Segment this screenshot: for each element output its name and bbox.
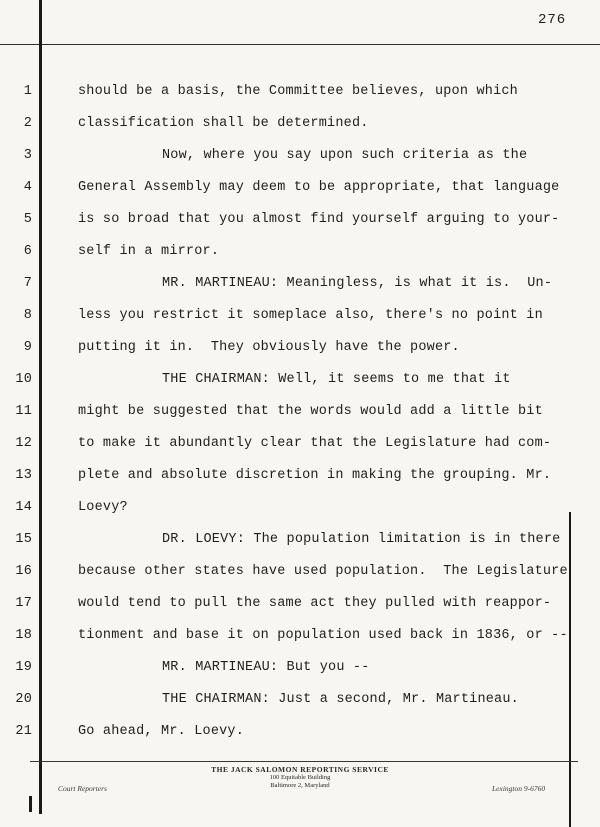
transcript-line: [0, 140, 578, 172]
line-text: Now, where you say upon such criteria as the: [162, 148, 528, 163]
line-number: 10: [15, 372, 32, 387]
line-text: putting it in. They obviously have the power.: [78, 340, 460, 355]
reporting-service-name: THE JACK SALOMON REPORTING SERVICE: [211, 765, 389, 774]
line-text: plete and absolute discretion in making the grouping. Mr.: [78, 468, 552, 483]
transcript-line: [0, 428, 578, 460]
transcript-line: [0, 268, 578, 300]
transcript-line: [0, 524, 578, 556]
line-text: MR. MARTINEAU: But you --: [162, 660, 370, 675]
reporting-service-address-2: Baltimore 2, Maryland: [270, 782, 330, 789]
transcript-line: [0, 684, 578, 716]
transcript-line: [0, 236, 578, 268]
line-number: 15: [15, 532, 32, 547]
line-number: 7: [23, 276, 32, 291]
line-text: General Assembly may deem to be appropriate, that language: [78, 180, 560, 195]
reporting-service-address-1: 100 Equitable Building: [269, 774, 331, 781]
line-number: 5: [23, 212, 32, 227]
transcript-line: [0, 652, 578, 684]
line-number: 16: [15, 564, 32, 579]
line-number: 9: [23, 340, 32, 355]
line-text: THE CHAIRMAN: Just a second, Mr. Martineau.: [162, 692, 519, 707]
transcript-line: [0, 172, 578, 204]
line-number: 14: [15, 500, 32, 515]
line-number: 8: [23, 308, 32, 323]
transcript-line: [0, 76, 578, 108]
line-number: 18: [15, 628, 32, 643]
line-text: MR. MARTINEAU: Meaningless, is what it is. Un-: [162, 276, 553, 291]
transcript-line: [0, 204, 578, 236]
line-number: 3: [23, 148, 32, 163]
line-text: less you restrict it someplace also, there's no point in: [78, 308, 543, 323]
line-number: 21: [15, 724, 32, 739]
transcript-line: [0, 332, 578, 364]
line-text: is so broad that you almost find yourself arguing to your-: [78, 212, 560, 227]
line-number: 11: [15, 404, 32, 419]
transcript-line: [0, 620, 578, 652]
line-text: because other states have used population. The Legislature: [78, 564, 568, 579]
line-number: 4: [23, 180, 32, 195]
line-text: tionment and base it on population used back in 1836, or --: [78, 628, 568, 643]
reporting-service-block: [150, 765, 450, 790]
line-text: should be a basis, the Committee believes, upon which: [78, 84, 518, 99]
line-text: might be suggested that the words would add a little bit: [78, 404, 543, 419]
line-number: 6: [23, 244, 32, 259]
line-number: 20: [15, 692, 32, 707]
line-number: 19: [15, 660, 32, 675]
line-text: THE CHAIRMAN: Well, it seems to me that it: [162, 372, 511, 387]
transcript-line: [0, 300, 578, 332]
transcript-lines: [0, 76, 578, 748]
page-number: 276: [538, 12, 567, 28]
line-text: would tend to pull the same act they pulled with reappor-: [78, 596, 552, 611]
line-number: 17: [15, 596, 32, 611]
line-text: to make it abundantly clear that the Legislature had com-: [78, 436, 552, 451]
phone-label: Lexington 9-6760: [492, 784, 546, 793]
line-text: Loevy?: [78, 500, 128, 515]
line-text: Go ahead, Mr. Loevy.: [78, 724, 245, 739]
transcript-line: [0, 556, 578, 588]
line-number: 1: [23, 84, 32, 99]
transcript-line: [0, 460, 578, 492]
footer-rule-line: [30, 761, 578, 762]
court-reporters-label: Court Reporters: [58, 784, 107, 793]
line-number: 2: [23, 116, 32, 131]
bottom-left-binding-mark: [29, 796, 32, 812]
line-number: 12: [15, 436, 32, 451]
top-rule-line: [0, 44, 600, 45]
line-text: classification shall be determined.: [78, 116, 369, 131]
transcript-line: [0, 716, 578, 748]
line-text: self in a mirror.: [78, 244, 220, 259]
transcript-line: [0, 588, 578, 620]
transcript-line: [0, 492, 578, 524]
transcript-line: [0, 396, 578, 428]
line-number: 13: [15, 468, 32, 483]
transcript-line: [0, 364, 578, 396]
line-text: DR. LOEVY: The population limitation is in there: [162, 532, 561, 547]
transcript-line: [0, 108, 578, 140]
